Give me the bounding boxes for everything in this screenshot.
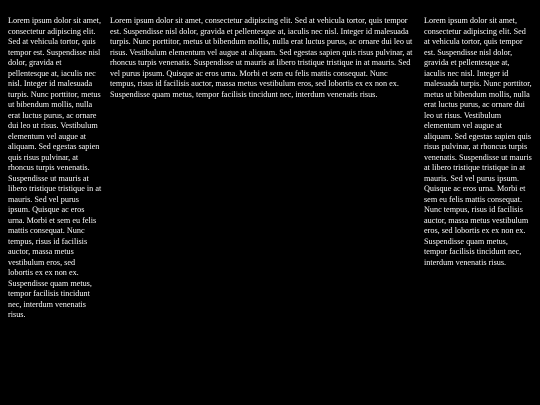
middle-column-text: Lorem ipsum dolor sit amet, consectetur adipiscing elit. Sed at vehicula tortor, quis tempor est. Suspendisse nisl dolor, gravida et pellentesque at, iaculis nec nisl. Integer id malesuada turpis. Nunc porttitor, metus ut bibendum mollis, nulla erat luctus purus, ac ornare dui leo ut risus. Vestibulum elementum vel augue at aliquam. Sed egestas sapien quis risus pulvinar, at rhoncus turpis venenatis. Suspendisse ut mauris at libero tristique tristique in at mauris. Sed vel purus ipsum. Quisque ac eros urna. Morbi et sem eu felis mattis consequat. Nunc tempus, risus id facilisis auctor, massa metus vestibulum eros, sed lobortis ex ex non ex. Suspendisse quam metus, tempor facilisis tincidunt nec, interdum venenatis risus. <box>110 16 413 99</box>
right-column-text: Lorem ipsum dolor sit amet, consectetur adipiscing elit. Sed at vehicula tortor, quis tempor est. Suspendisse nisl dolor, gravida et pellentesque at, iaculis nec nisl. Integer id malesuada turpis. Nunc porttitor, metus ut bibendum mollis, nulla erat luctus purus, ac ornare dui leo ut risus. Vestibulum elementum vel augue at aliquam. Sed egestas sapien quis risus pulvinar, at rhoncus turpis venenatis. Suspendisse ut mauris at libero tristique tristique in at mauris. Sed vel purus ipsum. Quisque ac eros urna. Morbi et sem eu felis mattis consequat. Nunc tempus, risus id facilisis auctor, massa metus vestibulum eros, sed lobortis ex ex non ex. Suspendisse quam metus, tempor facilisis tincidunt nec, interdum venenatis risus. <box>424 16 532 267</box>
left-column-text: Lorem ipsum dolor sit amet, consectetur adipiscing elit. Sed at vehicula tortor, quis tempor est. Suspendisse nisl dolor, gravida et pellentesque at, iaculis nec nisl. Integer id malesuada turpis. Nunc porttitor, metus ut bibendum mollis, nulla erat luctus purus, ac ornare dui leo ut risus. Vestibulum elementum vel augue at aliquam. Sed egestas sapien quis risus pulvinar, at rhoncus turpis venenatis. Suspendisse ut mauris at libero tristique tristique in at mauris. Sed vel purus ipsum. Quisque ac eros urna. Morbi et sem eu felis mattis consequat. Nunc tempus, risus id facilisis auctor, massa metus vestibulum eros, sed lobortis ex ex non ex. Suspendisse quam metus, tempor facilisis tincidunt nec, interdum venenatis risus. <box>8 16 102 319</box>
